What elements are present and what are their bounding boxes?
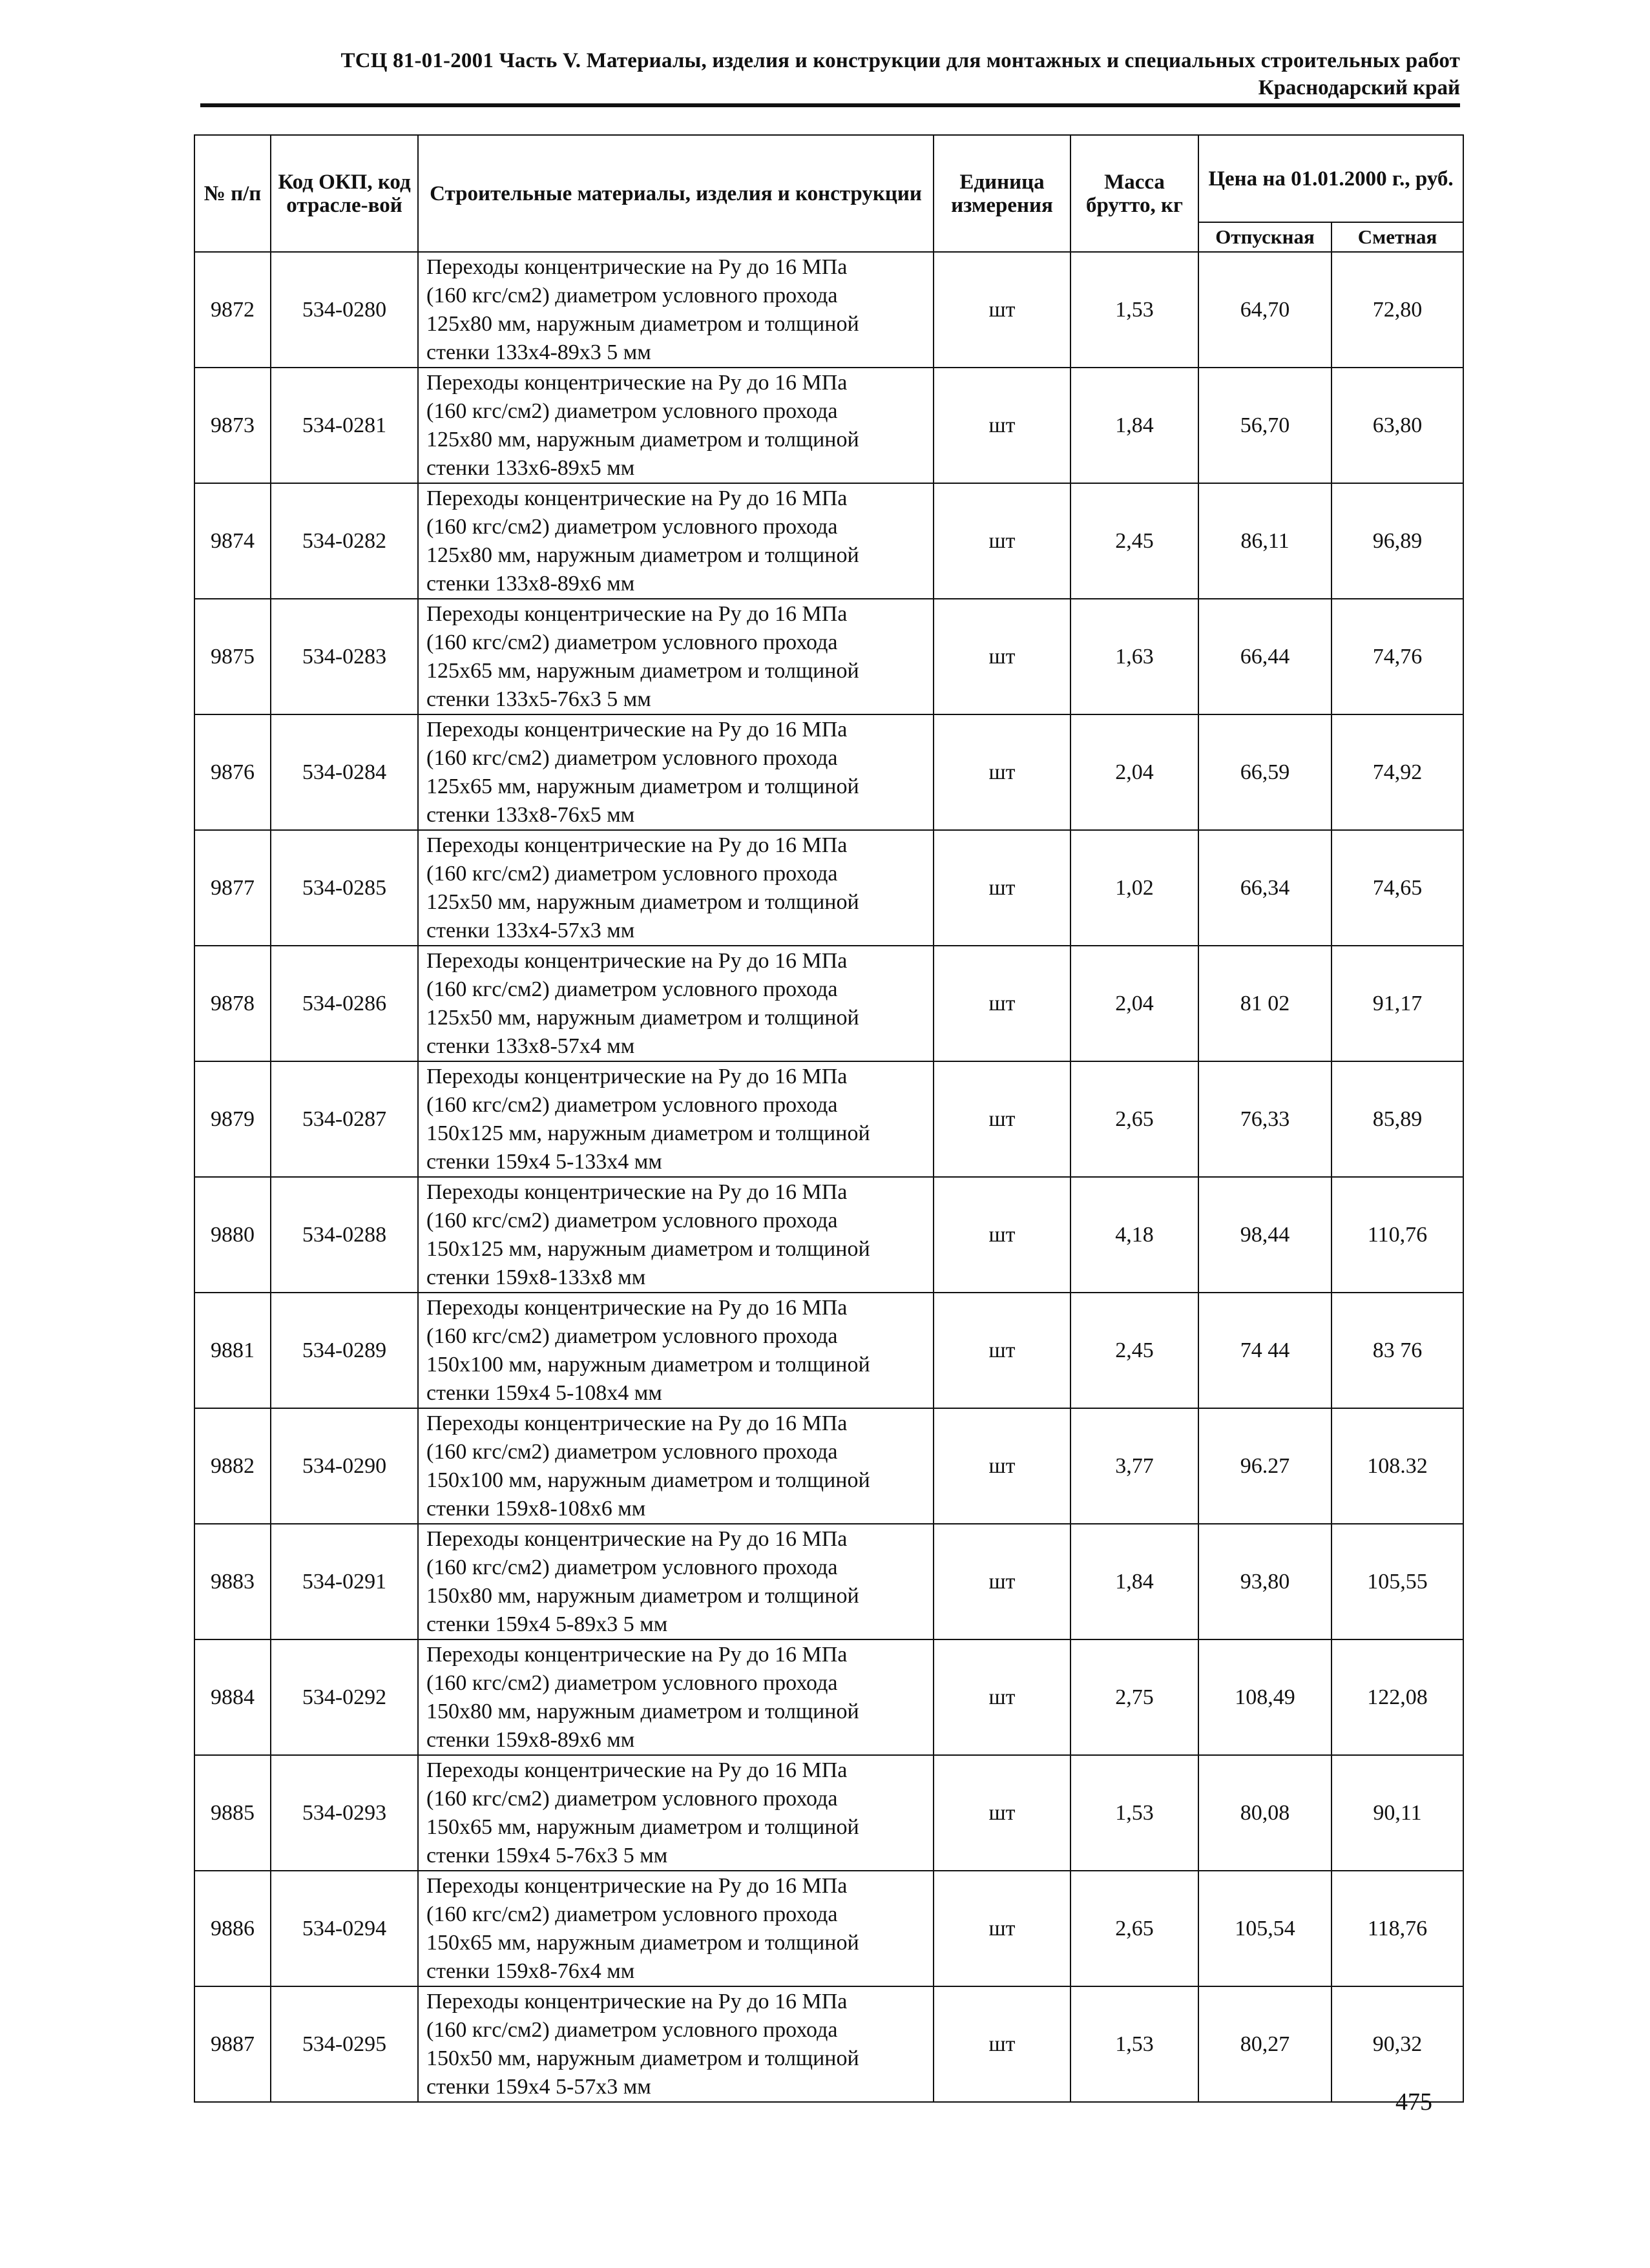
row-price-estimate: 90,32	[1331, 1986, 1463, 2102]
description-line: стенки 133х4-89х3 5 мм	[426, 340, 651, 364]
row-description	[418, 483, 934, 599]
description-line: Переходы концентрические на Ру до 16 МПа	[426, 1873, 848, 1898]
table-row	[194, 1293, 1463, 1408]
row-description	[418, 252, 934, 368]
row-unit: шт	[934, 252, 1070, 368]
row-code: 534-0283	[271, 599, 418, 714]
description-line: стенки 133х8-76х5 мм	[426, 802, 635, 827]
description-line: 150х65 мм, наружным диаметром и толщиной	[426, 1930, 859, 1955]
row-number: 9873	[194, 368, 271, 483]
description-line: стенки 159х4 5-57х3 мм	[426, 2074, 651, 2099]
row-price-estimate: 105,55	[1331, 1524, 1463, 1639]
row-number: 9887	[194, 1986, 271, 2102]
table-row	[194, 1755, 1463, 1871]
description-line: стенки 159х4 5-133х4 мм	[426, 1149, 662, 1174]
row-unit: шт	[934, 714, 1070, 830]
table-row	[194, 1639, 1463, 1755]
row-price-estimate: 122,08	[1331, 1639, 1463, 1755]
table-row	[194, 1871, 1463, 1986]
row-price-release: 93,80	[1198, 1524, 1331, 1639]
row-mass: 3,77	[1070, 1408, 1198, 1524]
row-description	[418, 1871, 934, 1986]
row-number: 9879	[194, 1061, 271, 1177]
description-line: 125х50 мм, наружным диаметром и толщиной	[426, 890, 859, 914]
row-price-estimate: 96,89	[1331, 483, 1463, 599]
row-price-estimate: 110,76	[1331, 1177, 1463, 1293]
description-line: (160 кгс/см2) диаметром условного прохода	[426, 1208, 838, 1233]
col-header-name: Строительные материалы, изделия и конструкции	[418, 135, 934, 252]
row-price-release: 66,44	[1198, 599, 1331, 714]
description-line: стенки 133х5-76х3 5 мм	[426, 687, 651, 711]
row-description	[418, 1293, 934, 1408]
row-mass: 1,02	[1070, 830, 1198, 946]
description-line: стенки 133х4-57х3 мм	[426, 918, 635, 942]
row-description	[418, 830, 934, 946]
row-price-release: 108,49	[1198, 1639, 1331, 1755]
row-mass: 2,65	[1070, 1061, 1198, 1177]
description-line: Переходы концентрические на Ру до 16 МПа	[426, 370, 848, 395]
description-line: (160 кгс/см2) диаметром условного прохода	[426, 1092, 838, 1117]
row-price-release: 66,59	[1198, 714, 1331, 830]
table-row	[194, 830, 1463, 946]
row-description	[418, 714, 934, 830]
table-row	[194, 714, 1463, 830]
table-row	[194, 252, 1463, 368]
row-mass: 2,04	[1070, 714, 1198, 830]
row-code: 534-0286	[271, 946, 418, 1061]
col-header-num: № п/п	[194, 135, 271, 252]
row-price-estimate: 85,89	[1331, 1061, 1463, 1177]
row-description	[418, 1986, 934, 2102]
description-line: стенки 159х4 5-76х3 5 мм	[426, 1843, 668, 1867]
description-line: Переходы концентрические на Ру до 16 МПа	[426, 948, 848, 973]
description-line: стенки 159х8-89х6 мм	[426, 1727, 635, 1752]
header-rule	[200, 103, 1460, 107]
row-price-release: 98,44	[1198, 1177, 1331, 1293]
row-mass: 2,45	[1070, 1293, 1198, 1408]
description-line: (160 кгс/см2) диаметром условного прохода	[426, 745, 838, 770]
description-line: Переходы концентрические на Ру до 16 МПа	[426, 717, 848, 742]
description-line: 125х80 мм, наружным диаметром и толщиной	[426, 543, 859, 567]
row-mass: 2,65	[1070, 1871, 1198, 1986]
description-line: стенки 133х6-89х5 мм	[426, 455, 635, 480]
description-line: Переходы концентрические на Ру до 16 МПа	[426, 255, 848, 279]
description-line: (160 кгс/см2) диаметром условного прохода	[426, 977, 838, 1001]
row-price-release: 105,54	[1198, 1871, 1331, 1986]
row-code: 534-0290	[271, 1408, 418, 1524]
description-line: (160 кгс/см2) диаметром условного прохода	[426, 514, 838, 539]
description-line: Переходы концентрические на Ру до 16 МПа	[426, 601, 848, 626]
row-unit: шт	[934, 1061, 1070, 1177]
row-unit: шт	[934, 1639, 1070, 1755]
row-number: 9878	[194, 946, 271, 1061]
row-number: 9880	[194, 1177, 271, 1293]
table-body	[194, 252, 1463, 2102]
row-code: 534-0294	[271, 1871, 418, 1986]
row-unit: шт	[934, 1293, 1070, 1408]
description-line: (160 кгс/см2) диаметром условного прохода	[426, 1786, 838, 1811]
row-mass: 2,75	[1070, 1639, 1198, 1755]
table-row	[194, 1524, 1463, 1639]
row-unit: шт	[934, 1524, 1070, 1639]
description-line: 150х80 мм, наружным диаметром и толщиной	[426, 1583, 859, 1608]
row-price-estimate: 108.32	[1331, 1408, 1463, 1524]
description-line: Переходы концентрические на Ру до 16 МПа	[426, 1180, 848, 1204]
document-header-region: Краснодарский край	[1258, 76, 1460, 99]
description-line: стенки 159х8-133х8 мм	[426, 1265, 646, 1289]
row-code: 534-0284	[271, 714, 418, 830]
description-line: стенки 159х8-108х6 мм	[426, 1496, 646, 1521]
description-line: (160 кгс/см2) диаметром условного прохода	[426, 861, 838, 886]
row-code: 534-0295	[271, 1986, 418, 2102]
row-price-estimate: 90,11	[1331, 1755, 1463, 1871]
row-description	[418, 1524, 934, 1639]
col-header-mass: Масса брутто, кг	[1070, 135, 1198, 252]
row-unit: шт	[934, 1408, 1070, 1524]
description-line: 150х100 мм, наружным диаметром и толщиной	[426, 1468, 870, 1492]
description-line: стенки 133х8-89х6 мм	[426, 571, 635, 596]
description-line: (160 кгс/см2) диаметром условного прохода	[426, 630, 838, 654]
description-line: Переходы концентрические на Ру до 16 МПа	[426, 1411, 848, 1435]
description-line: стенки 159х4 5-89х3 5 мм	[426, 1612, 668, 1636]
description-line: (160 кгс/см2) диаметром условного прохода	[426, 399, 838, 423]
table-row	[194, 599, 1463, 714]
row-mass: 1,53	[1070, 1755, 1198, 1871]
row-mass: 2,45	[1070, 483, 1198, 599]
description-line: (160 кгс/см2) диаметром условного прохода	[426, 1670, 838, 1695]
row-number: 9883	[194, 1524, 271, 1639]
row-price-estimate: 74,65	[1331, 830, 1463, 946]
table-row	[194, 1177, 1463, 1293]
row-number: 9877	[194, 830, 271, 946]
table-row	[194, 946, 1463, 1061]
description-line: (160 кгс/см2) диаметром условного прохода	[426, 1439, 838, 1464]
row-unit: шт	[934, 830, 1070, 946]
row-price-release: 80,08	[1198, 1755, 1331, 1871]
row-price-estimate: 72,80	[1331, 252, 1463, 368]
description-line: Переходы концентрические на Ру до 16 МПа	[426, 1526, 848, 1551]
row-unit: шт	[934, 368, 1070, 483]
row-number: 9874	[194, 483, 271, 599]
description-line: Переходы концентрические на Ру до 16 МПа	[426, 1758, 848, 1782]
row-mass: 1,84	[1070, 1524, 1198, 1639]
row-description	[418, 1639, 934, 1755]
description-line: (160 кгс/см2) диаметром условного прохода	[426, 1324, 838, 1348]
col-header-price-release: Отпускная	[1198, 222, 1331, 252]
row-description	[418, 1755, 934, 1871]
table-header-row	[194, 135, 1463, 222]
row-number: 9881	[194, 1293, 271, 1408]
row-unit: шт	[934, 599, 1070, 714]
description-line: стенки 159х8-76х4 мм	[426, 1959, 635, 1983]
description-line: 125х80 мм, наружным диаметром и толщиной	[426, 427, 859, 452]
description-line: 125х65 мм, наружным диаметром и толщиной	[426, 774, 859, 798]
description-line: (160 кгс/см2) диаметром условного прохода	[426, 2017, 838, 2042]
row-description	[418, 1408, 934, 1524]
page-number: 475	[1395, 2088, 1432, 2116]
row-price-release: 56,70	[1198, 368, 1331, 483]
table-row	[194, 368, 1463, 483]
row-price-estimate: 91,17	[1331, 946, 1463, 1061]
row-code: 534-0280	[271, 252, 418, 368]
col-header-price-estimate: Сметная	[1331, 222, 1463, 252]
description-line: (160 кгс/см2) диаметром условного прохода	[426, 1555, 838, 1579]
row-price-release: 76,33	[1198, 1061, 1331, 1177]
row-description	[418, 1061, 934, 1177]
description-line: 150х100 мм, наружным диаметром и толщиной	[426, 1352, 870, 1377]
row-number: 9875	[194, 599, 271, 714]
row-unit: шт	[934, 1177, 1070, 1293]
row-price-release: 64,70	[1198, 252, 1331, 368]
row-price-release: 96.27	[1198, 1408, 1331, 1524]
description-line: 150х80 мм, наружным диаметром и толщиной	[426, 1699, 859, 1723]
description-line: 150х125 мм, наружным диаметром и толщиной	[426, 1121, 870, 1145]
col-header-code: Код ОКП, код отрасле-вой	[271, 135, 418, 252]
row-number: 9886	[194, 1871, 271, 1986]
row-description	[418, 946, 934, 1061]
row-number: 9884	[194, 1639, 271, 1755]
description-line: Переходы концентрические на Ру до 16 МПа	[426, 1989, 848, 2013]
row-mass: 4,18	[1070, 1177, 1198, 1293]
description-line: 150х65 мм, наружным диаметром и толщиной	[426, 1815, 859, 1839]
row-price-release: 86,11	[1198, 483, 1331, 599]
description-line: стенки 133х8-57х4 мм	[426, 1034, 635, 1058]
row-code: 534-0287	[271, 1061, 418, 1177]
description-line: Переходы концентрические на Ру до 16 МПа	[426, 833, 848, 857]
row-price-estimate: 63,80	[1331, 368, 1463, 483]
description-line: Переходы концентрические на Ру до 16 МПа	[426, 486, 848, 510]
row-unit: шт	[934, 946, 1070, 1061]
row-price-estimate: 74,76	[1331, 599, 1463, 714]
col-header-price: Цена на 01.01.2000 г., руб.	[1198, 135, 1463, 222]
row-description	[418, 1177, 934, 1293]
row-code: 534-0293	[271, 1755, 418, 1871]
row-number: 9882	[194, 1408, 271, 1524]
row-price-release: 66,34	[1198, 830, 1331, 946]
row-code: 534-0281	[271, 368, 418, 483]
table-row	[194, 1408, 1463, 1524]
row-description	[418, 599, 934, 714]
row-price-estimate: 74,92	[1331, 714, 1463, 830]
row-number: 9876	[194, 714, 271, 830]
row-code: 534-0291	[271, 1524, 418, 1639]
document-header-title: ТСЦ 81-01-2001 Часть V. Материалы, изделия и конструкции для монтажных и специальных строительных работ	[340, 49, 1460, 72]
row-mass: 1,63	[1070, 599, 1198, 714]
row-code: 534-0285	[271, 830, 418, 946]
table-row	[194, 483, 1463, 599]
row-price-release: 81 02	[1198, 946, 1331, 1061]
row-price-release: 74 44	[1198, 1293, 1331, 1408]
row-unit: шт	[934, 1986, 1070, 2102]
row-code: 534-0282	[271, 483, 418, 599]
description-line: Переходы концентрические на Ру до 16 МПа	[426, 1295, 848, 1320]
description-line: Переходы концентрические на Ру до 16 МПа	[426, 1642, 848, 1667]
row-price-estimate: 118,76	[1331, 1871, 1463, 1986]
row-number: 9872	[194, 252, 271, 368]
row-unit: шт	[934, 1755, 1070, 1871]
description-line: 125х50 мм, наружным диаметром и толщиной	[426, 1005, 859, 1030]
table-row	[194, 1061, 1463, 1177]
row-number: 9885	[194, 1755, 271, 1871]
row-description	[418, 368, 934, 483]
table-row	[194, 1986, 1463, 2102]
row-mass: 1,84	[1070, 368, 1198, 483]
col-header-unit: Единица измерения	[934, 135, 1070, 252]
description-line: (160 кгс/см2) диаметром условного прохода	[426, 283, 838, 307]
row-mass: 1,53	[1070, 1986, 1198, 2102]
description-line: (160 кгс/см2) диаметром условного прохода	[426, 1902, 838, 1926]
row-code: 534-0288	[271, 1177, 418, 1293]
description-line: 125х80 мм, наружным диаметром и толщиной	[426, 311, 859, 336]
description-line: 150х50 мм, наружным диаметром и толщиной	[426, 2046, 859, 2070]
row-code: 534-0292	[271, 1639, 418, 1755]
row-mass: 1,53	[1070, 252, 1198, 368]
description-line: 150х125 мм, наружным диаметром и толщиной	[426, 1236, 870, 1261]
description-line: 125х65 мм, наружным диаметром и толщиной	[426, 658, 859, 683]
description-line: Переходы концентрические на Ру до 16 МПа	[426, 1064, 848, 1088]
row-price-release: 80,27	[1198, 1986, 1331, 2102]
row-unit: шт	[934, 1871, 1070, 1986]
row-code: 534-0289	[271, 1293, 418, 1408]
description-line: стенки 159х4 5-108х4 мм	[426, 1380, 662, 1405]
row-unit: шт	[934, 483, 1070, 599]
materials-table	[194, 134, 1464, 2103]
row-price-estimate: 83 76	[1331, 1293, 1463, 1408]
row-mass: 2,04	[1070, 946, 1198, 1061]
